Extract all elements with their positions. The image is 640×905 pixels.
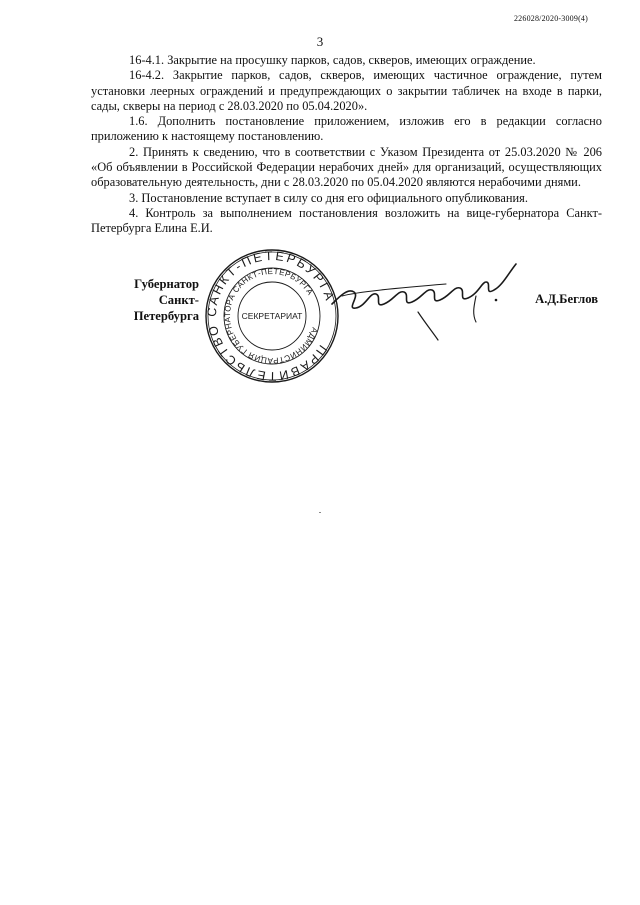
scan-dot xyxy=(319,512,321,513)
stamp-inner-text: АДМИНИСТРАЦИЯ ГУБЕРНАТОРА САНКТ-ПЕТЕРБУРГА xyxy=(222,266,320,366)
signatory-title-line1: Губернатор xyxy=(134,277,199,291)
paragraph-16-4-2: 16-4.2. Закрытие парков, садов, скверов, имеющих частичное ограждение, путем установки леерных ограждений и предупреждающих о закрытии табличек на входе в парки, сады, скверы на период с 28.03.2020 по 05.04.2020». xyxy=(91,68,602,113)
paragraph-2: 2. Принять к сведению, что в соответствии с Указом Президента от 25.03.2020 № 206 «Об объявлении в Российской Федерации нерабочих дней» для организаций, осуществляющих образовательную деятельность, дни с 28.03.2020 по 05.04.2020 являются нерабочими днями. xyxy=(91,144,602,190)
signatory-name: А.Д.Беглов xyxy=(535,292,598,306)
page-number: 3 xyxy=(316,34,324,49)
document-number: 226028/2020-3009(4) xyxy=(513,14,588,23)
signatory-title xyxy=(99,276,199,324)
paragraph-3: 3. Постановление вступает в силу со дня его официального опубликования. xyxy=(129,190,528,205)
paragraph-1-6: 1.6. Дополнить постановление приложением, изложив его в редакции согласно приложению к настоящему постановлению. xyxy=(91,114,602,144)
signatory-title-line2: Санкт-Петербурга xyxy=(133,293,199,323)
document-body xyxy=(91,53,602,237)
stamp-center-text: СЕКРЕТАРИАТ xyxy=(241,311,303,321)
handwritten-signature xyxy=(326,252,526,342)
stamp-outer-text: ПРАВИТЕЛЬСТВО САНКТ-ПЕТЕРБУРГА xyxy=(204,248,338,384)
paragraph-16-4-1: 16-4.1. Закрытие на просушку парков, садов, скверов, имеющих ограждение. xyxy=(129,53,536,67)
paragraph-4: 4. Контроль за выполнением постановления возложить на вице-губернатора Санкт-Петербурга Елина Е.И. xyxy=(91,205,602,236)
official-stamp xyxy=(204,248,340,384)
